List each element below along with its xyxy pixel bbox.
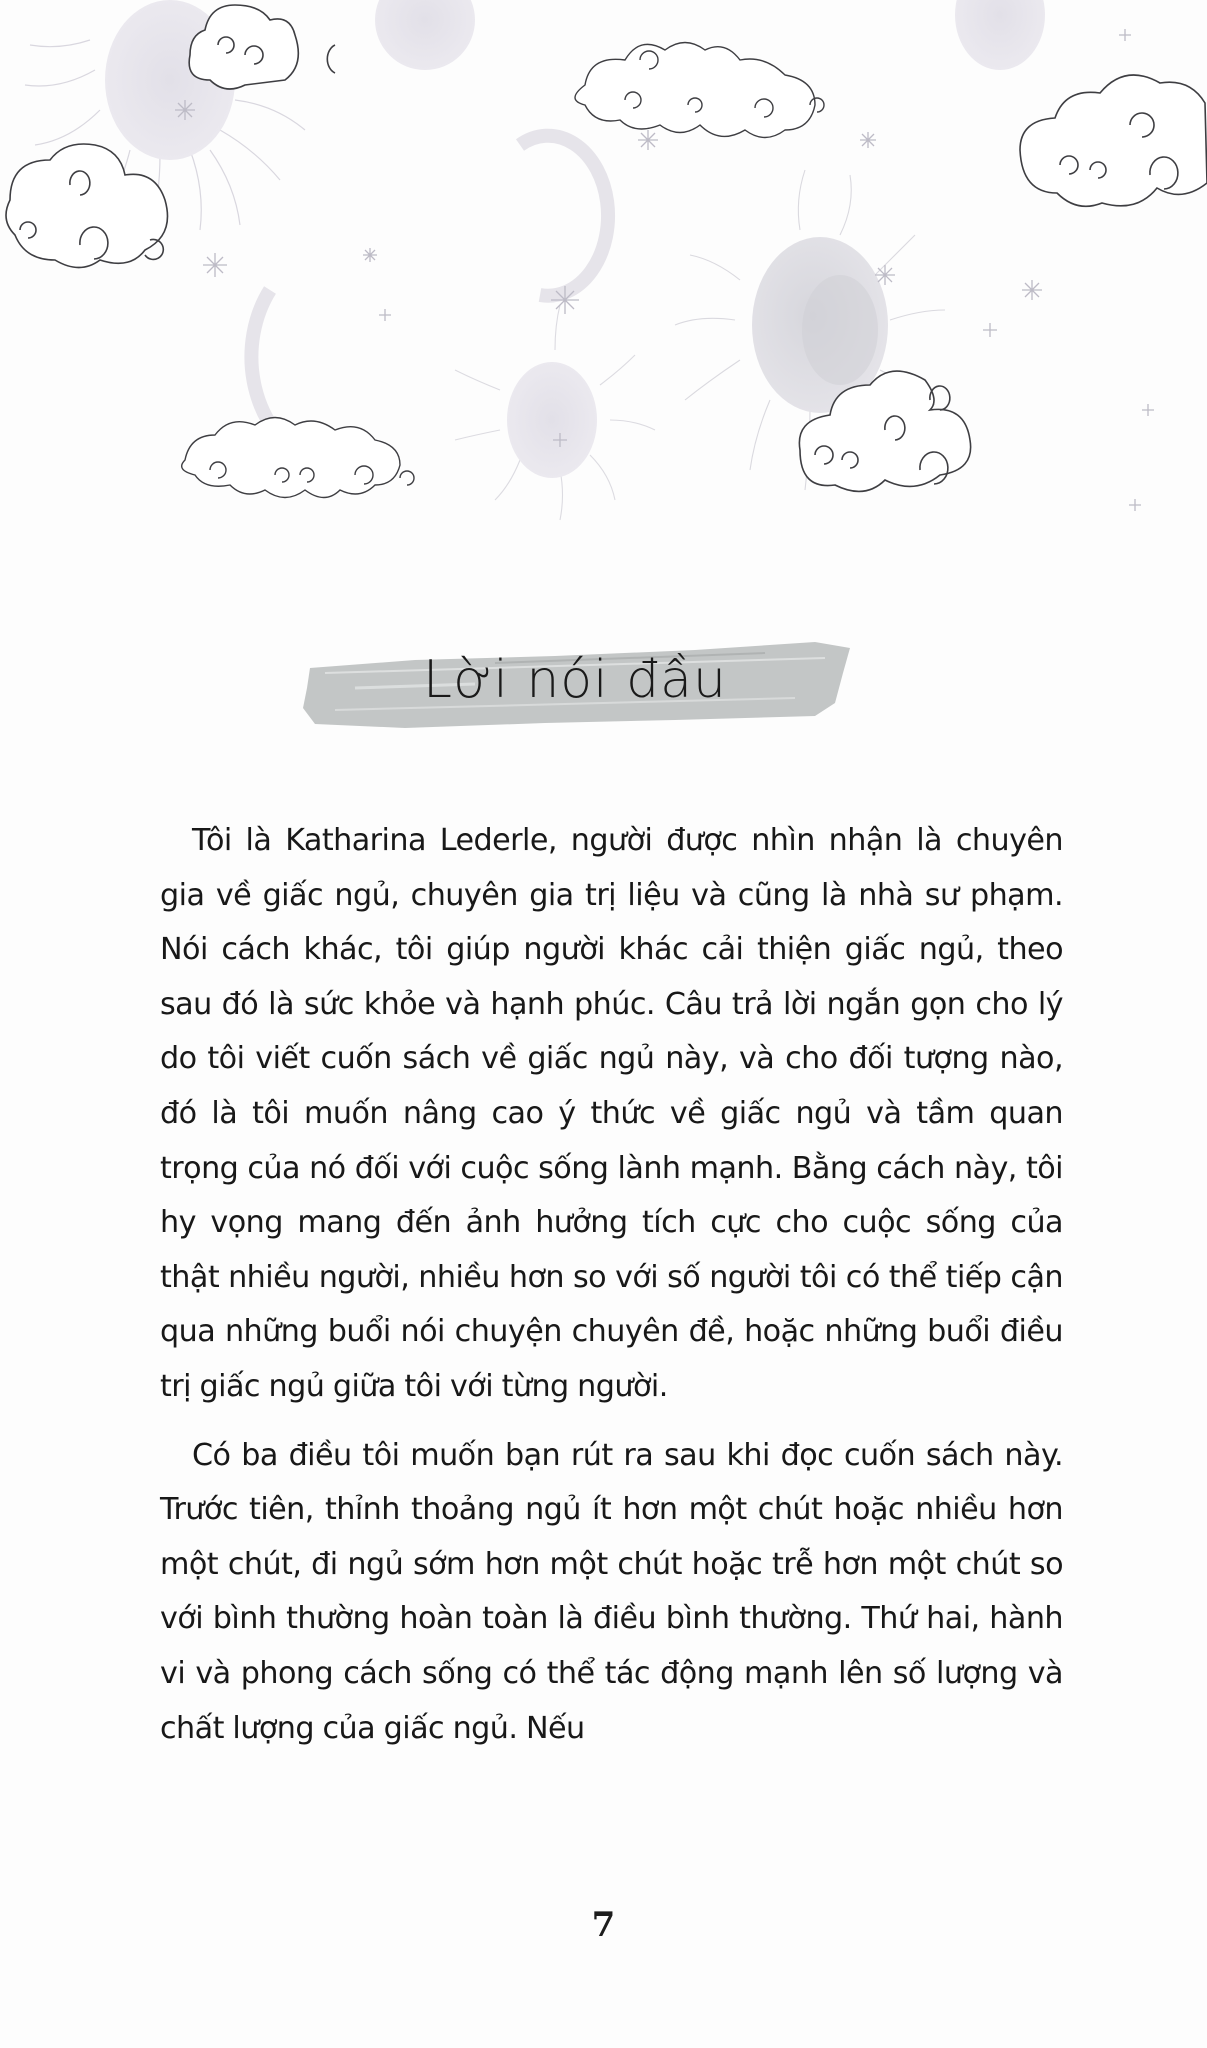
sun-icon (455, 305, 655, 520)
sun-icon (955, 0, 1045, 70)
sun-icon (375, 0, 475, 70)
page-heading: Lời nói đầu (423, 650, 727, 710)
paragraph: Tôi là Katharina Lederle, người được nhìn nhận là chuyên gia về giấc ngủ, chuyên gia trị liệu và cũng là nhà sư phạm. Nói cách khác, tôi giúp người khác cải thiện giấc ngủ, theo sau đó là sức khỏe và hạnh phúc. Câu trả lời ngắn gọn cho lý do tôi viết cuốn sách về giấc ngủ này, và cho đối tượng nào, đó là tôi muốn nâng cao ý thức về giấc ngủ và tầm quan trọng của nó đối với cuộc sống lành mạnh. Bằng cách này, tôi hy vọng mang đến ảnh hưởng tích cực cho cuộc sống của thật nhiều người, nhiều hơn so với số người tôi có thể tiếp cận qua những buổi nói chuyện chuyên đề, hoặc những buổi điều trị giấc ngủ giữa tôi với từng người. (160, 823, 1063, 1404)
cloud-icon (6, 144, 168, 268)
paragraph: Có ba điều tôi muốn bạn rút ra sau khi đọc cuốn sách này. Trước tiên, thỉnh thoảng ngủ ít hơn một chút hoặc nhiều hơn một chút, đi ngủ sớm hơn một chút hoặc trễ hơn một chút so với bình thường hoàn toàn là điều bình thường. Thứ hai, hành vi và phong cách sống có thể tác động mạnh lên số lượng và chất lượng của giấc ngủ. Nếu (160, 1437, 1063, 1746)
cloud-icon (575, 43, 824, 138)
cloud-icon (1020, 75, 1207, 206)
heading-block (295, 628, 855, 738)
page-number: 7 (591, 1905, 616, 1945)
cloud-icon (189, 5, 335, 89)
body-text (160, 814, 1063, 1770)
cloud-icon (182, 418, 414, 498)
header-illustration (0, 0, 1207, 560)
